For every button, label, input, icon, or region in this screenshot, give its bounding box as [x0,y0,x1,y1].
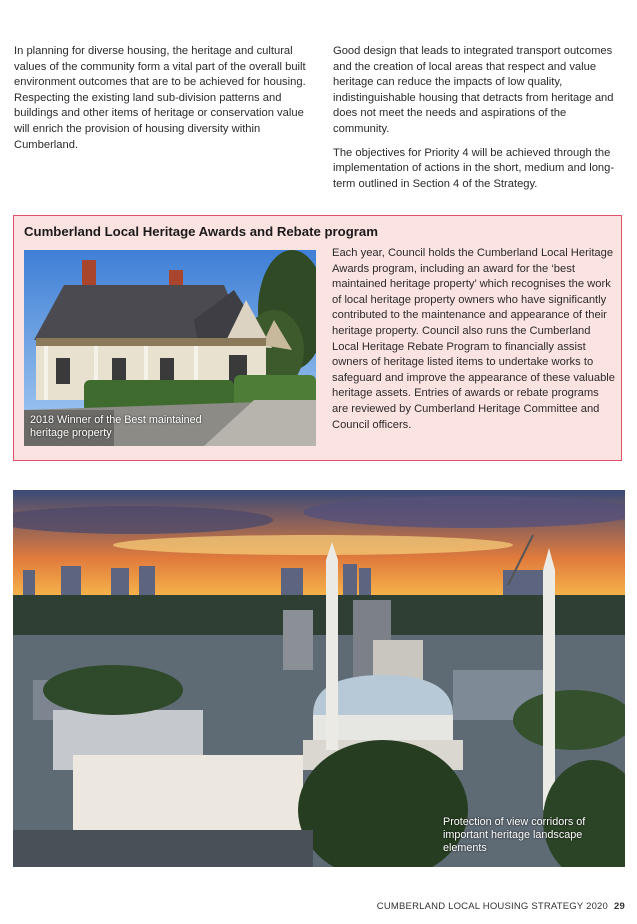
footer-title: CUMBERLAND LOCAL HOUSING STRATEGY 2020 [376,901,609,912]
right-column [333,44,623,200]
heritage-house-photo [24,250,316,446]
left-column [14,44,310,161]
right-paragraph-1: Good design that leads to integrated transport outcomes and the creation of local areas that respect and value heritage can reduce the impacts of low quality, indistinguishable housing that detracts from heritage and does not meet the needs and aspirations of the community. [333,45,614,135]
left-paragraph: In planning for diverse housing, the heritage and cultural values of the community form a vital part of the overall built environment outcomes that are to be achieved for housing. Respecting the existing land sub-division patterns and buildings and other items of heritage or conservation value will enrich the provision of housing diversity within Cumberland. [14,45,306,151]
skyline-mosque-illustration [13,490,625,867]
page-number: 29 [614,901,625,912]
awards-box-body: Each year, Council holds the Cumberland Local Heritage Awards program, including an award for the ‘best maintained heritage property’ which recognises the work of local heritage property owners who have significantly contributed to the maintenance and appearance of their heritage property. Council also runs the Cumberland Local Heritage Rebate Program to financially assist owners of heritage listed items to undertake works to safeguard and improve the appearance of these valuable heritage assets. Entries of awards or rebate programs are reviewed by Cumberland Heritage Committee and Council officers. [332,247,615,431]
awards-photo-caption: 2018 Winner of the Best maintained heritage property [30,414,202,439]
right-paragraph-2: The objectives for Priority 4 will be achieved through the implementation of actions in the short, medium and long-term outlined in Section 4 of the Strategy. [333,146,615,190]
skyline-photo-caption: Protection of view corridors of important heritage landscape elements [443,816,586,854]
skyline-photo [13,490,625,867]
heritage-awards-box [13,215,622,461]
page-footer [377,901,625,912]
awards-box-title: Cumberland Local Heritage Awards and Rebate program [24,224,378,239]
